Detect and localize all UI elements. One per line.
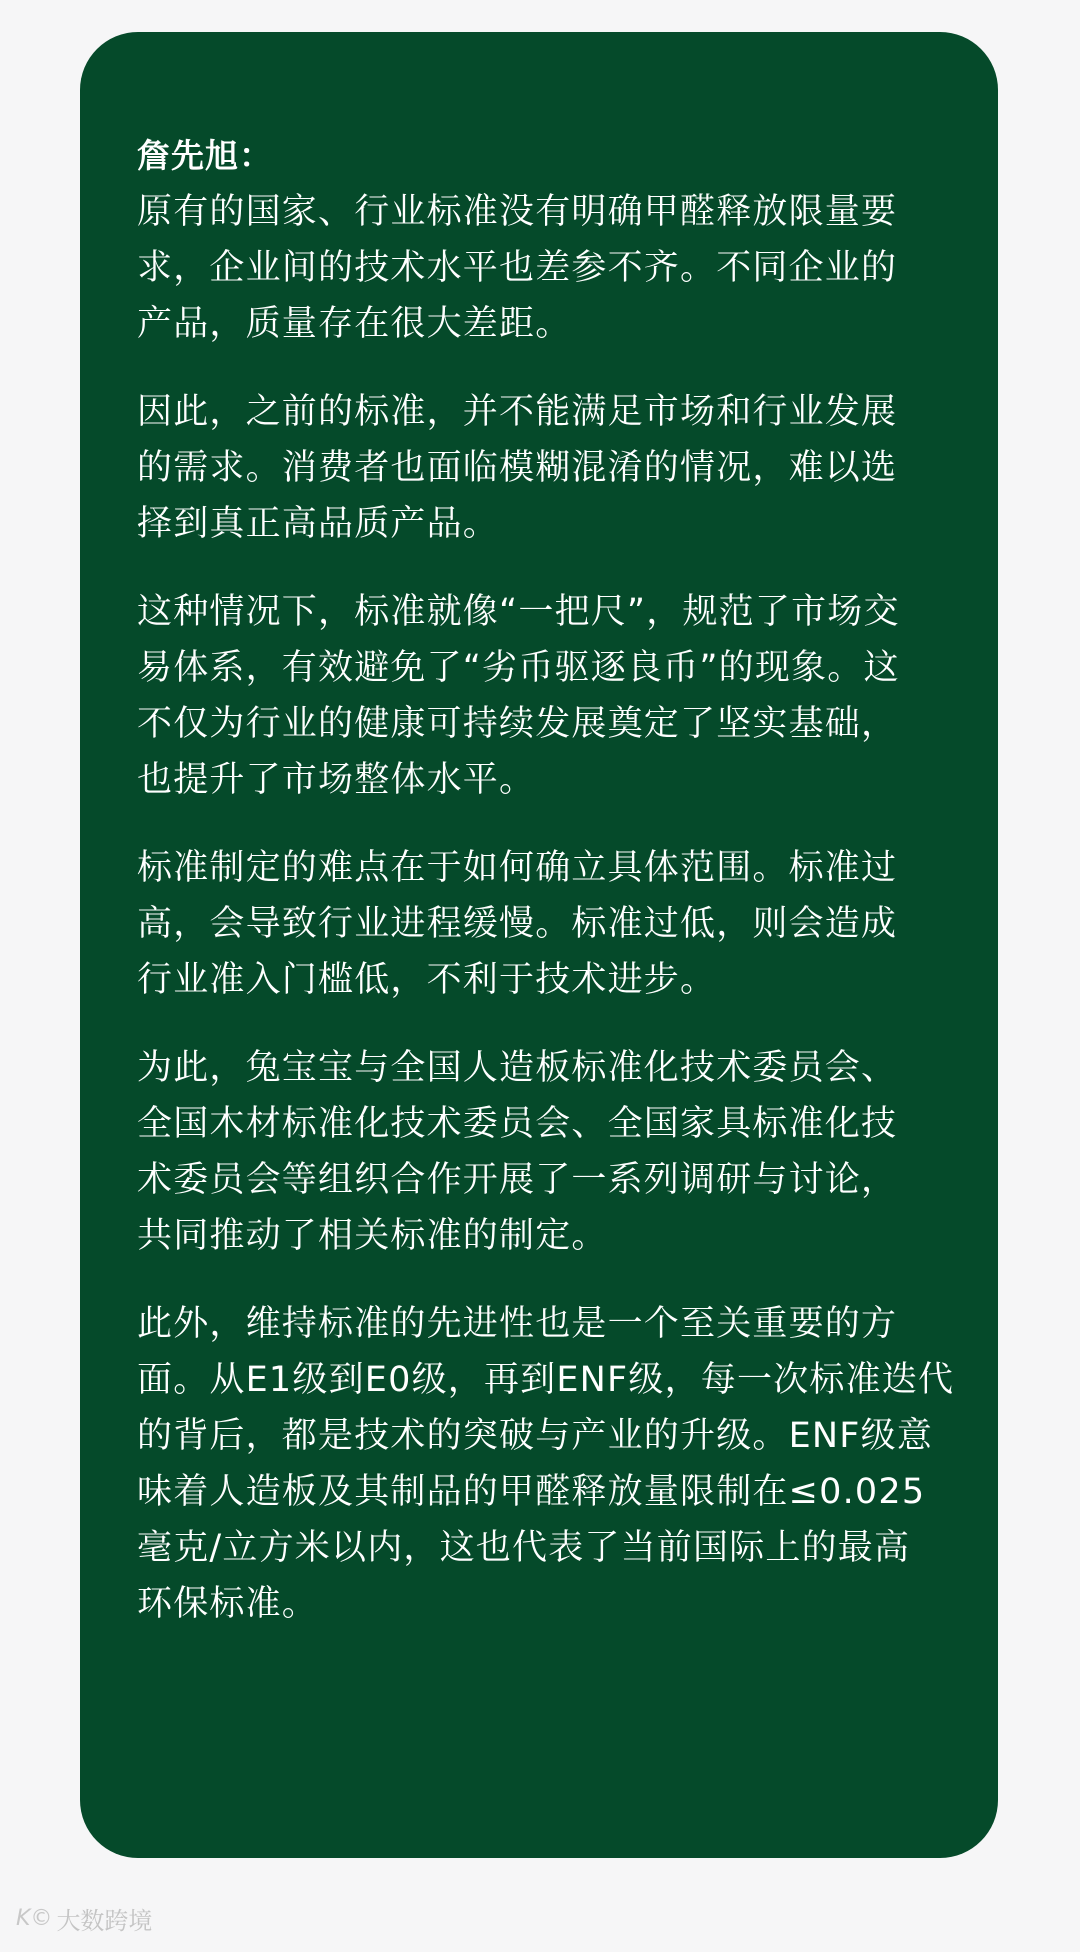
article-card bbox=[80, 32, 998, 1858]
paragraph-5: 为此，兔宝宝与全国人造板标准化技术委员会、 全国木材标准化技术委员会、全国家具标准化技 术委员会等组织合作开展了一系列调研与讨论， 共同推动了相关标准的制定。 bbox=[137, 1048, 898, 1256]
paragraph-2: 因此，之前的标准，并不能满足市场和行业发展 的需求。消费者也面临模糊混淆的情况，难以选 择到真正高品质产品。 bbox=[137, 392, 898, 544]
paragraph-4: 标准制定的难点在于如何确立具体范围。标准过 高，会导致行业进程缓慢。标准过低，则会造成 行业准入门槛低，不利于技术进步。 bbox=[137, 848, 898, 1000]
paragraph-1: 原有的国家、行业标准没有明确甲醛释放限量要 求，企业间的技术水平也差参不齐。不同企业的 产品，质量存在很大差距。 bbox=[137, 192, 898, 344]
paragraph-3: 这种情况下，标准就像“一把尺”，规范了市场交 易体系，有效避免了“劣币驱逐良币”的现象。这 不仅为行业的健康可持续发展奠定了坚实基础， 也提升了市场整体水平。 bbox=[137, 592, 900, 800]
watermark bbox=[16, 1901, 152, 1936]
paragraph-6: 此外，维持标准的先进性也是一个至关重要的方 面。从E1级到E0级，再到ENF级，每一次标准迭代 的背后，都是技术的突破与产业的升级。ENF级意 味着人造板及其制品的甲醛释放量限制在≤0.025 毫克/立方米以内，这也代表了当前国际上的最高 环保标准。 bbox=[137, 1304, 955, 1624]
speaker-name: 詹先旭： bbox=[137, 136, 273, 175]
watermark-text: 大数跨境 bbox=[56, 1907, 153, 1935]
watermark-logo: K© bbox=[16, 1906, 53, 1931]
